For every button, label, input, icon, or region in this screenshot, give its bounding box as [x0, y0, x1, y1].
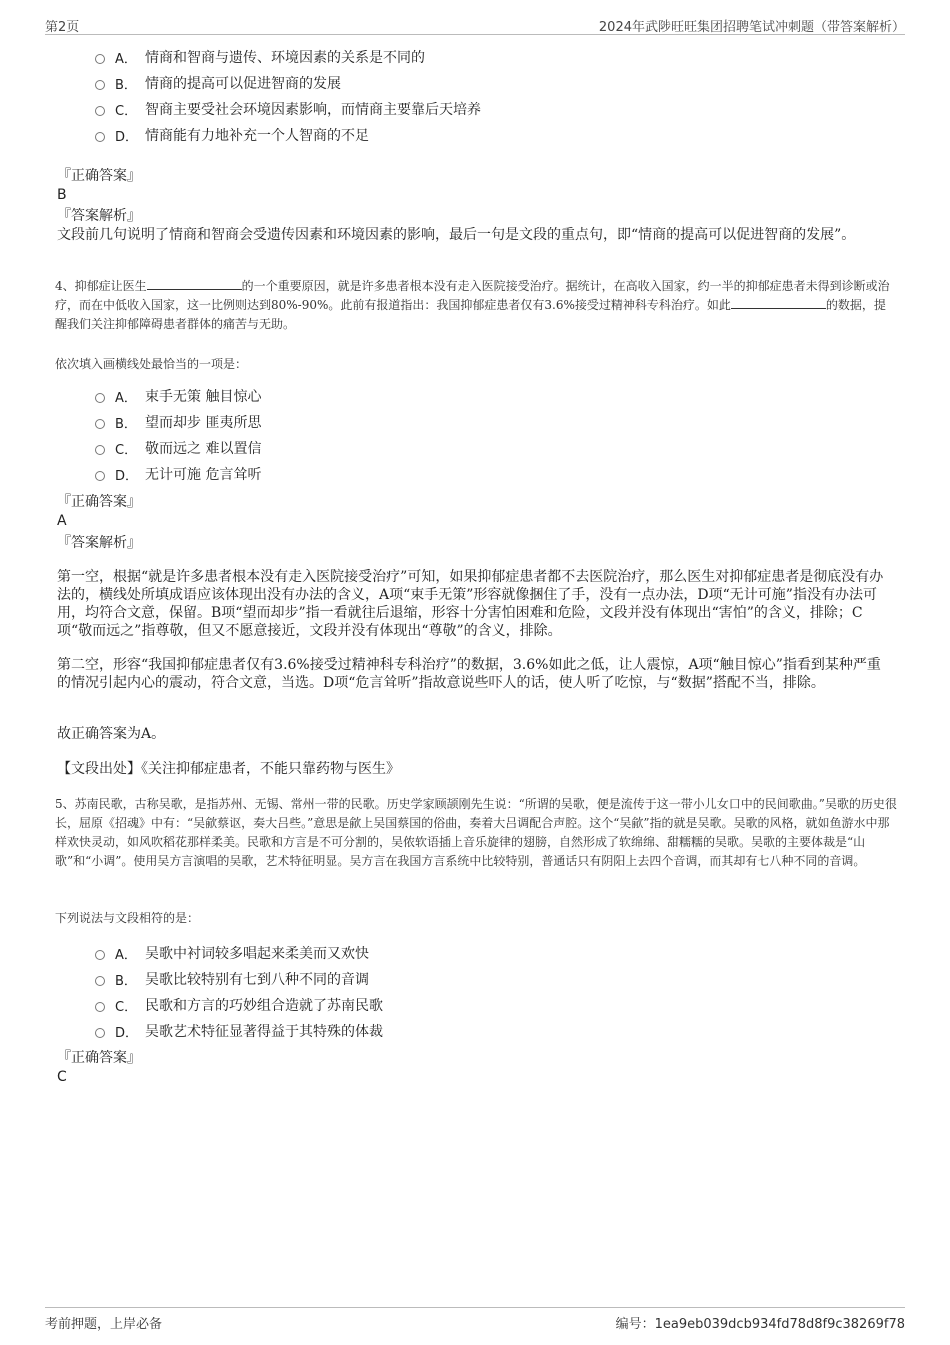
q3-analysis-label: 『答案解析』 — [57, 208, 141, 224]
q4-analysis-1: 第一空，根据“就是许多患者根本没有走入医院接受治疗”可知，如果抑郁症患者都不去医院治疗，那么医生对抑郁症患者是彻底没有办法的，横线处所填成语应该体现出没有办法的含义，A项“束手无策”形容就像捆住了手，没有一点办法，D项“无计可施”指没有办法可用，均符合文意，保留。B项“望而却步”指一看就往后退缩，形容十分害怕困难和危险，文段并没有体现出“害怕”的含义，排除；C项“敬而远之”指尊敬，但又不愿意接近，文段并没有体现出“尊敬”的含义，排除。 — [57, 569, 884, 639]
document-code: 编号：1ea9eb039dcb934fd78d8f9c38269f78 — [615, 1317, 905, 1332]
q3-options — [95, 44, 481, 148]
document-title: 2024年武陟旺旺集团招聘笔试冲刺题（带答案解析） — [598, 20, 905, 35]
option-d[interactable]: D． 无计可施 危言耸听 — [95, 461, 261, 487]
option-c[interactable]: C． 智商主要受社会环境因素影响，而情商主要靠后天培养 — [95, 96, 481, 122]
q3-answer-label: 『正确答案』 — [57, 168, 141, 184]
q4-analysis-label: 『答案解析』 — [57, 535, 141, 551]
radio-icon[interactable] — [95, 950, 105, 960]
q5-options — [95, 940, 383, 1044]
radio-icon[interactable] — [95, 976, 105, 986]
q4-answer-label: 『正确答案』 — [57, 494, 141, 510]
radio-icon[interactable] — [95, 80, 105, 90]
q3-answer: B — [57, 187, 67, 203]
radio-icon[interactable] — [95, 54, 105, 64]
page-number: 第2页 — [45, 20, 80, 35]
page-footer — [45, 1307, 905, 1330]
option-c[interactable]: C． 民歌和方言的巧妙组合造就了苏南民歌 — [95, 992, 383, 1018]
option-d[interactable]: D． 情商能有力地补充一个人智商的不足 — [95, 122, 481, 148]
q4-source: 【文段出处】《关注抑郁症患者，不能只靠药物与医生》 — [57, 761, 400, 777]
q5-stem: 5、苏南民歌，古称吴歌，是指苏州、无锡、常州一带的民歌。历史学家顾颉刚先生说：“所谓的吴歌，便是流传于这一带小儿女口中的民间歌曲。”吴歌的历史很长，屈原《招魂》中有：“吴歈蔡讴，奏大吕些。”意思是歈上吴国蔡国的俗曲，奏着大吕调配合声腔。这个“吴歈”指的就是吴歌。吴歌的风格，就如鱼游水中那样欢快灵动，如风吹稻花那样柔美。民歌和方言是不可分割的，吴侬软语插上音乐旋律的翅膀，自然形成了软绵绵、甜糯糯的吴歌。吴歌的主要体裁是“山歌”和“小调”。使用吴方言演唱的吴歌，艺术特征明显。吴方言在我国方言系统中比较特别，普通话只有阴阳上去四个音调，而其却有七八种不同的音调。 — [55, 797, 897, 868]
option-c[interactable]: C． 敬而远之 难以置信 — [95, 435, 261, 461]
q4-prompt: 依次填入画横线处最恰当的一项是： — [55, 357, 248, 371]
q4-options — [95, 383, 261, 487]
option-a[interactable]: A． 吴歌中衬词较多唱起来柔美而又欢快 — [95, 940, 383, 966]
fill-blank-1 — [147, 277, 242, 290]
page-header — [45, 14, 905, 35]
q5-answer: C — [57, 1069, 67, 1085]
q3-analysis: 文段前几句说明了情商和智商会受遗传因素和环境因素的影响，最后一句是文段的重点句，即“情商的提高可以促进智商的发展”。 — [57, 227, 856, 243]
radio-icon[interactable] — [95, 106, 105, 116]
radio-icon[interactable] — [95, 445, 105, 455]
q5-prompt: 下列说法与文段相符的是： — [55, 911, 200, 925]
option-a[interactable]: A． 情商和智商与遗传、环境因素的关系是不同的 — [95, 44, 481, 70]
option-b[interactable]: B． 情商的提高可以促进智商的发展 — [95, 70, 481, 96]
option-a[interactable]: A． 束手无策 触目惊心 — [95, 383, 261, 409]
radio-icon[interactable] — [95, 1028, 105, 1038]
fill-blank-2 — [731, 296, 826, 309]
radio-icon[interactable] — [95, 419, 105, 429]
footer-slogan: 考前押题，上岸必备 — [45, 1317, 163, 1332]
q4-answer: A — [57, 513, 67, 529]
q4-stem: 4、抑郁症让医生 的一个重要原因，就是许多患者根本没有走入医院接受治疗。据统计，在高收入国家，约一半的抑郁症患者未得到诊断或治疗，而在中低收入国家，这一比例则达到80%-90%。此前有报道指出：我国抑郁症患者仅有3.6%接受过精神科专科治疗。如此 的数据，提醒我们关注抑郁障碍患者群体的痛苦与无助。 — [55, 279, 890, 331]
radio-icon[interactable] — [95, 393, 105, 403]
option-b[interactable]: B． 望而却步 匪夷所思 — [95, 409, 261, 435]
radio-icon[interactable] — [95, 471, 105, 481]
option-d[interactable]: D． 吴歌艺术特征显著得益于其特殊的体裁 — [95, 1018, 383, 1044]
radio-icon[interactable] — [95, 132, 105, 142]
q5-answer-label: 『正确答案』 — [57, 1050, 141, 1066]
q4-analysis-2: 第二空，形容“我国抑郁症患者仅有3.6%接受过精神科专科治疗”的数据，3.6%如此之低，让人震惊，A项“触目惊心”指看到某种严重的情况引起内心的震动，符合文意，当选。D项“危言耸听”指故意说些吓人的话，使人听了吃惊，与“数据”搭配不当，排除。 — [57, 657, 881, 691]
radio-icon[interactable] — [95, 1002, 105, 1012]
option-b[interactable]: B． 吴歌比较特别有七到八种不同的音调 — [95, 966, 383, 992]
q4-analysis-3: 故正确答案为A。 — [57, 726, 166, 742]
